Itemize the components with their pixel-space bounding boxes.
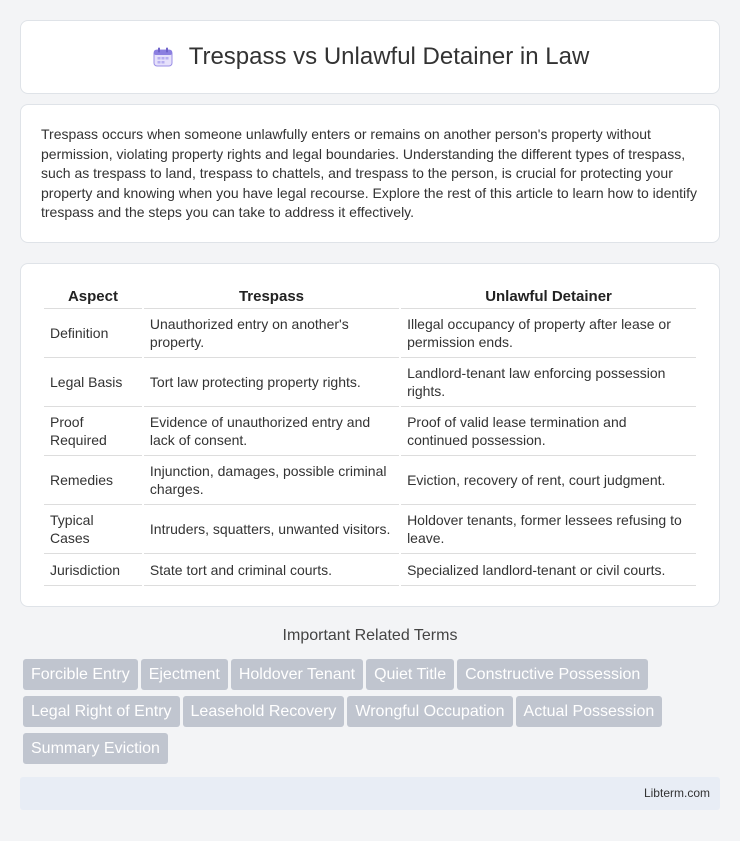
row-aspect: Definition (44, 309, 142, 358)
row-trespass: Intruders, squatters, unwanted visitors. (144, 505, 399, 554)
table-row (44, 407, 696, 456)
row-trespass: Tort law protecting property rights. (144, 358, 399, 407)
page-title: Trespass vs Unlawful Detainer in Law (188, 43, 590, 70)
table-row (44, 505, 696, 554)
row-unlawful-detainer: Proof of valid lease termination and continued possession. (401, 407, 696, 456)
tag-forcible-entry[interactable]: Forcible Entry (23, 659, 138, 690)
row-unlawful-detainer: Holdover tenants, former lessees refusing to leave. (401, 505, 696, 554)
row-unlawful-detainer: Landlord-tenant law enforcing possession rights. (401, 358, 696, 407)
row-unlawful-detainer: Specialized landlord-tenant or civil courts. (401, 554, 696, 586)
intro-paragraph: Trespass occurs when someone unlawfully enters or remains on another person's property without permission, violating property rights and legal boundaries. Understanding the different types of trespass, such as trespass to land, trespass to chattels, and trespass to the person, is crucial for protecting your property and knowing when you have legal recourse. Explore the rest of this article to learn how to identify trespass and the steps you can take to address it effectively. (41, 126, 698, 220)
tag-constructive-possession[interactable]: Constructive Possession (457, 659, 648, 690)
row-trespass: Injunction, damages, possible criminal charges. (144, 456, 399, 505)
calendar-icon (151, 45, 175, 69)
table-row (44, 358, 696, 407)
header-trespass: Trespass (144, 284, 399, 309)
tag-holdover-tenant[interactable]: Holdover Tenant (231, 659, 363, 690)
header-unlawful-detainer: Unlawful Detainer (401, 284, 696, 309)
row-aspect: Jurisdiction (44, 554, 142, 586)
tag-leasehold-recovery[interactable]: Leasehold Recovery (183, 696, 345, 727)
tag-ejectment[interactable]: Ejectment (141, 659, 228, 690)
related-terms-list (23, 659, 703, 770)
header-aspect: Aspect (44, 284, 142, 309)
tag-wrongful-occupation[interactable]: Wrongful Occupation (347, 696, 512, 727)
title-card (20, 20, 720, 94)
row-trespass: State tort and criminal courts. (144, 554, 399, 586)
table-row (44, 456, 696, 505)
row-unlawful-detainer: Eviction, recovery of rent, court judgment. (401, 456, 696, 505)
tag-actual-possession[interactable]: Actual Possession (516, 696, 663, 727)
row-unlawful-detainer: Illegal occupancy of property after lease or permission ends. (401, 309, 696, 358)
tag-summary-eviction[interactable]: Summary Eviction (23, 733, 168, 764)
footer-site-link[interactable]: Libterm.com (643, 786, 710, 800)
footer (20, 777, 720, 810)
row-aspect: Typical Cases (44, 505, 142, 554)
row-aspect: Remedies (44, 456, 142, 505)
table-row (44, 309, 696, 358)
tag-quiet-title[interactable]: Quiet Title (366, 659, 454, 690)
comparison-table (42, 284, 698, 586)
comparison-card (20, 263, 720, 607)
intro-card (20, 104, 720, 243)
tag-legal-right-of-entry[interactable]: Legal Right of Entry (23, 696, 180, 727)
related-terms-title: Important Related Terms (282, 627, 458, 644)
row-trespass: Unauthorized entry on another's property. (144, 309, 399, 358)
row-trespass: Evidence of unauthorized entry and lack of consent. (144, 407, 399, 456)
row-aspect: Proof Required (44, 407, 142, 456)
table-row (44, 554, 696, 586)
row-aspect: Legal Basis (44, 358, 142, 407)
